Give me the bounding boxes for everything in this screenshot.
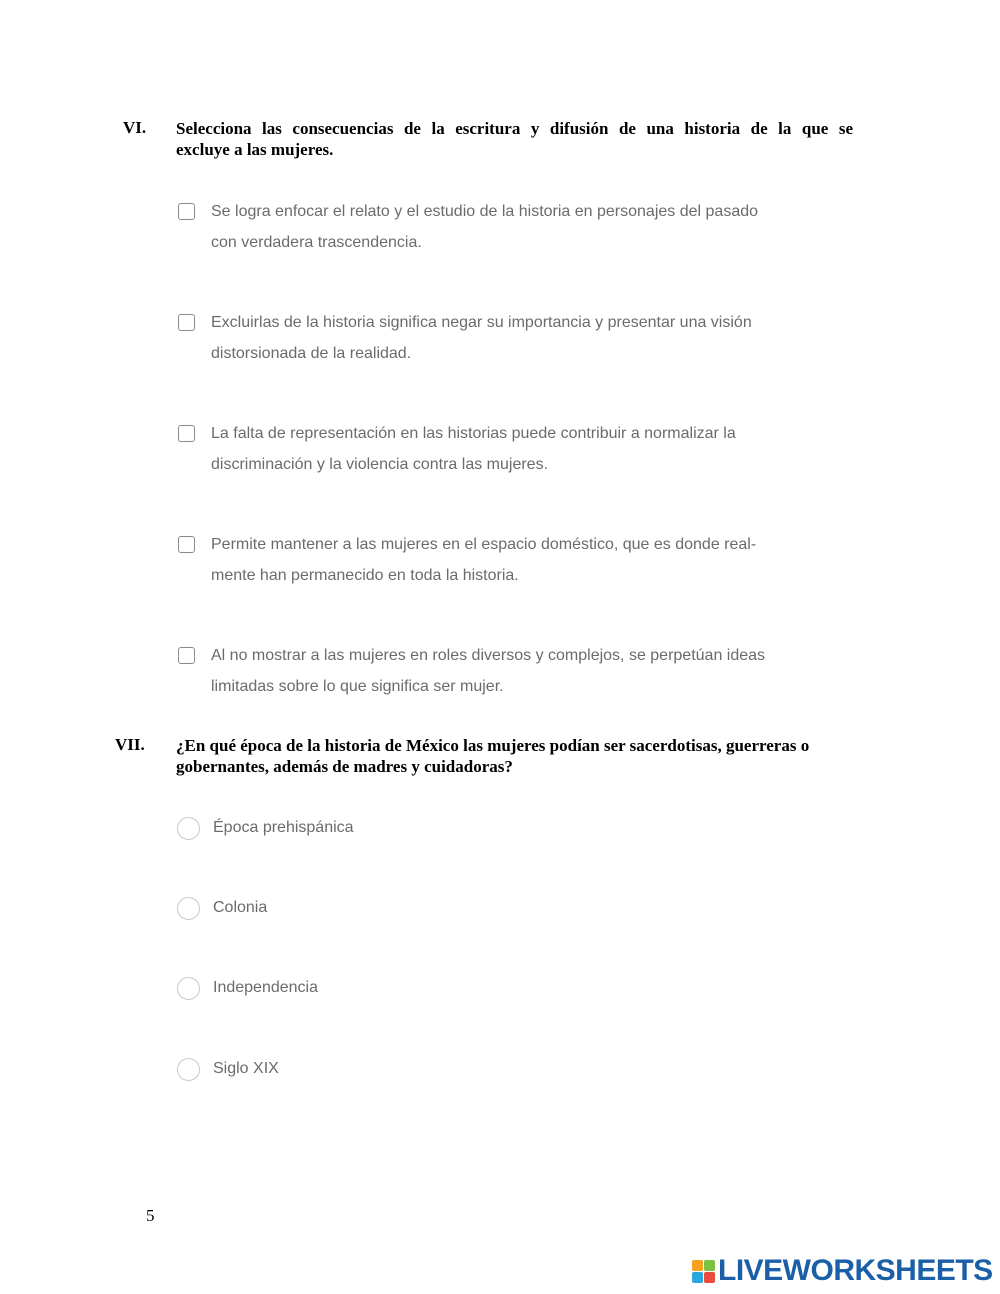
question-vii-line2: gobernantes, además de madres y cuidadoras? [176,757,513,776]
logo-tiles-icon [692,1260,715,1283]
option-label: Al no mostrar a las mujeres en roles diversos y complejos, se perpetúan ideas limitadas sobre lo que significa ser mujer. [211,647,766,695]
page-number: 5 [146,1206,155,1225]
question-text-vi [176,118,853,160]
radio-option-2[interactable] [177,896,267,923]
radio-option-4[interactable] [177,1057,279,1084]
option-label: Excluirlas de la historia significa negar su importancia y presentar una visión distorsionada de la realidad. [211,314,752,362]
question-vi-line1: Selecciona las consecuencias de la escritura y difusión de una historia de la que se [176,119,853,138]
question-number-vii: VII. [115,735,145,754]
checkbox-icon[interactable] [178,314,195,331]
question-text-vii [176,735,866,777]
checkbox-option-2[interactable] [178,313,752,369]
radio-button[interactable] [177,817,200,840]
checkbox-icon[interactable] [178,647,195,664]
option-label: Época prehispánica [213,819,354,836]
question-vii-line1: ¿En qué época de la historia de México las mujeres podían ser sacerdotisas, guerreras o [176,736,810,755]
radio-option-1[interactable] [177,816,354,843]
checkbox-icon[interactable] [178,203,195,220]
checkbox-icon[interactable] [178,536,195,553]
logo-tile [704,1272,715,1283]
radio-option-3[interactable] [177,976,318,1003]
logo-tile [692,1260,703,1271]
liveworksheets-logo [692,1254,993,1288]
checkbox-icon[interactable] [178,425,195,442]
radio-button[interactable] [177,897,200,920]
question-vi-line2: excluye a las mujeres. [176,140,334,159]
option-label: Colonia [213,899,268,916]
question-number-vi: VI. [123,118,147,137]
radio-button[interactable] [177,1058,200,1081]
option-label: Independencia [213,979,318,996]
checkbox-option-3[interactable] [178,424,736,480]
logo-text: LIVEWORKSHEETS [718,1254,993,1287]
option-label: Siglo XIX [213,1060,279,1077]
checkbox-option-1[interactable] [178,202,758,258]
option-label: Se logra enfocar el relato y el estudio de la historia en personajes del pasado con verdadera trascendencia. [211,203,759,251]
option-label: La falta de representación en las historias puede contribuir a normalizar la discriminación y la violencia contra las mujeres. [211,425,736,473]
checkbox-option-5[interactable] [178,646,765,702]
logo-tile [692,1272,703,1283]
checkbox-option-4[interactable] [178,535,756,591]
logo-tile [704,1260,715,1271]
option-label: Permite mantener a las mujeres en el espacio doméstico, que es donde real- mente han permanecido en toda la historia. [211,536,757,584]
radio-button[interactable] [177,977,200,1000]
